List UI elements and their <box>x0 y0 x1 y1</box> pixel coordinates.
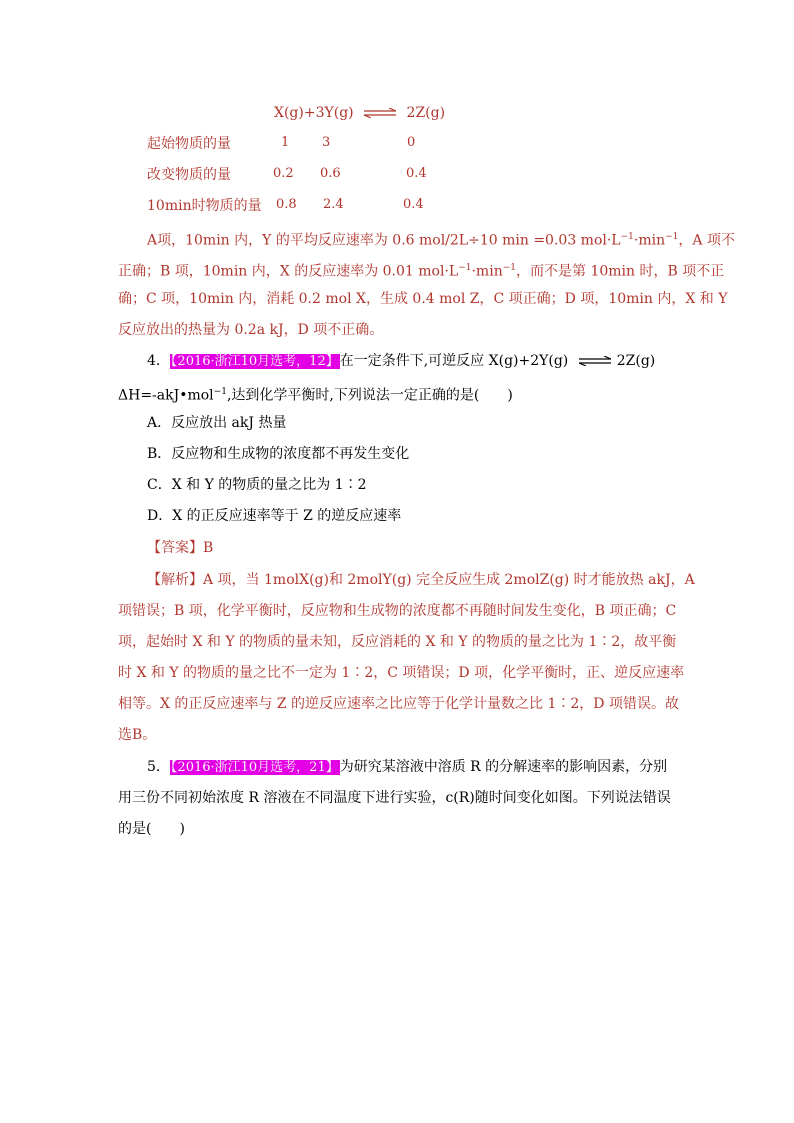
analysis-line: 【解析】A 项，当 1molX(g)和 2molY(g) 完全反应生成 2molZ(g) 时才能放热 akJ，A <box>147 572 695 588</box>
analysis-line: A项，10min 内，Y 的平均反应速率为 0.6 mol/2L÷10 min =0.03 $mol\cdot L^{-1}\cdot\min^{-1}$，A 项不 <box>147 232 735 249</box>
equation-right: 2Z(g) <box>406 105 446 121</box>
answer <box>147 538 213 558</box>
table-cell: 0.8 <box>276 197 297 212</box>
table-row-label: 10min时物质的量 <box>147 198 262 214</box>
question-4-stem <box>147 351 655 372</box>
option-c: C．X 和 Y 的物质的量之比为 1∶2 <box>147 477 367 493</box>
option-b: B．反应物和生成物的浓度都不再发生变化 <box>147 446 410 462</box>
table-cell: 3 <box>322 135 331 150</box>
table-row-label: 改变物质的量 <box>147 167 231 183</box>
equation-top <box>274 103 445 123</box>
answer-value: B <box>203 540 214 556</box>
table-cell: 2.4 <box>323 197 344 212</box>
analysis-line: 时 X 和 Y 的物质的量之比不一定为 1∶2，C 项错误；D 项，化学平衡时，正、逆反应速率 <box>118 665 685 681</box>
table-cell: 0.4 <box>406 166 427 181</box>
table-cell: 0.6 <box>320 166 341 181</box>
option-a: A．反应放出 akJ 热量 <box>147 415 287 431</box>
source-tag: 【2016·浙江10月选考，21】 <box>170 760 339 775</box>
analysis-label: 【解析】 <box>147 572 203 588</box>
source-tag: 【2016·浙江10月选考，12】 <box>170 354 339 369</box>
option-d: D．X 的正反应速率等于 Z 的逆反应速率 <box>147 508 402 524</box>
question-5-stem-line3: 的是( ) <box>118 821 185 837</box>
analysis-line: 确；C 项，10min 内，消耗 0.2 mol X，生成 0.4 mol Z，C 项正确；D 项，10min 内，X 和 Y <box>118 291 728 307</box>
equilibrium-arrow-icon <box>364 108 396 118</box>
table-cell: 0.2 <box>273 166 294 181</box>
table-cell: 0.4 <box>403 197 424 212</box>
analysis-line: 正确；B 项，10min 内，X 的反应速率为 0.01 $mol\cdot L^{-1}\cdot\min^{-1}$，而不是第 10min 时，B 项不正 <box>118 263 725 280</box>
table-row-label: 起始物质的量 <box>147 136 231 152</box>
analysis-line: 项，起始时 X 和 Y 的物质的量未知，反应消耗的 X 和 Y 的物质的量之比为 1∶2，故平衡 <box>118 634 677 650</box>
answer-label: 【答案】 <box>147 540 203 556</box>
question-5-stem-line2: 用三份不同初始浓度 R 溶液在不同温度下进行实验，c(R)随时间变化如图。下列说法错误 <box>118 790 671 806</box>
question-5-stem: 5．【2016·浙江10月选考，21】为研究某溶液中溶质 R 的分解速率的影响因素，分别 <box>147 759 668 775</box>
equation-left: X(g)+3Y(g) <box>274 105 354 121</box>
question-number: 5． <box>147 759 170 775</box>
analysis-line: 相等。X 的正反应速率与 Z 的逆反应速率之比应等于化学计量数之比 1∶2，D 项错误。故 <box>118 696 679 712</box>
stem-text: 在一定条件下,可逆反应 X(g)+2Y(g) <box>339 353 569 369</box>
stem-product: 2Z(g) <box>616 353 656 369</box>
table-cell: 1 <box>281 135 290 150</box>
analysis-line: 项错误；B 项，化学平衡时，反应物和生成物的浓度都不再随时间发生变化，B 项正确；C <box>118 603 677 619</box>
question-4-stem-line2: ΔH=-akJ•mol$^{-1}$,达到化学平衡时,下列说法一定正确的是( ) <box>118 387 513 404</box>
table-cell: 0 <box>407 135 416 150</box>
equilibrium-arrow-icon <box>579 356 611 366</box>
analysis-line: 反应放出的热量为 0.2a kJ，D 项不正确。 <box>118 322 384 338</box>
question-number: 4． <box>147 353 170 369</box>
analysis-line: 选B。 <box>118 727 157 743</box>
